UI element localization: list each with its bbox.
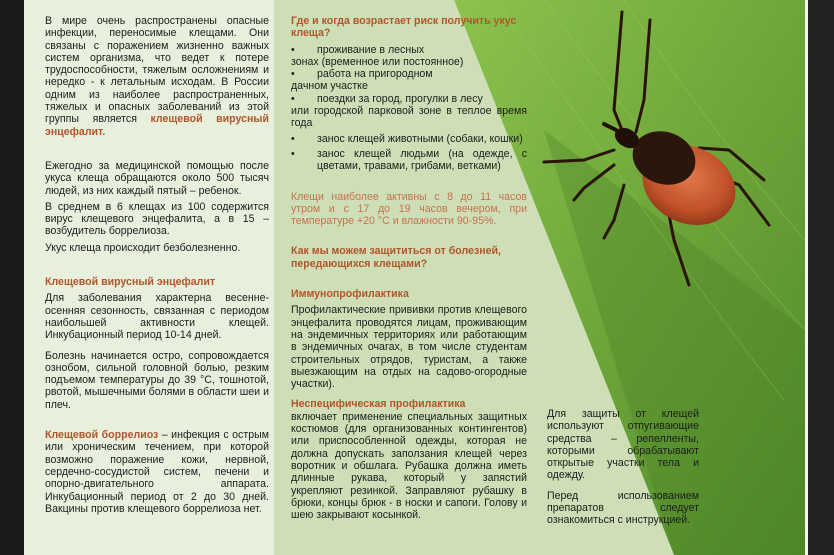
immuno-text: Профилактические прививки против клещевого энцефалита проводятся лицам, проживающим на эндемичных территориях или работающим в эндемичных очагах, в том числе студентам строительных отрядов, туристам, а также выезжающим на отдых на садово-огородные участки). — [291, 304, 527, 391]
risk-item-first: поездки за город, прогулки в лесу — [317, 92, 483, 105]
intro-text: В мире очень распространены опасные инфекции, переносимые клещами. Они связаны с поражением жизненно важных систем организма, что ведет к потере трудоспособности, тяжелым осложнениям и нередко - к летальным исходам. В России одним из наиболее распространенных, тяжелых и опасных заболеваний из этой группы является — [45, 15, 269, 126]
bullet: • — [291, 132, 295, 145]
risk-item-rest: или городской парковой зоне в теплое время года — [291, 105, 527, 130]
nonspecific-text: включает применение специальных защитных костюмов (для организованных контингентов) или приспособленной одежды, которая не должна допускать заползания клещей через воротник и обшлага. Рубашка должна иметь длинные рукава, который у запястий укрепляют резинкой. Заправляют рубашку в брюки, концы брюк - в носки и сапоги. Голову и шею закрывают косынкой. — [291, 410, 527, 522]
bullet: • — [291, 68, 295, 81]
immuno-heading: Иммунопрофилактика — [291, 288, 409, 301]
risk-item-rest: дачном участке — [291, 80, 368, 93]
risk-list — [291, 44, 527, 173]
brochure-page — [24, 0, 805, 555]
risk-item-cont — [291, 56, 527, 68]
borreliosis-text: – инфекция с острым или хроническим течением, при которой возможно поражение кожи, нервной, сердечно-сосудистой систем, печени и опорно-двигательного аппарата. Инкубационный период от 2 до 30 дней. Вакцины против клещевого боррелиоза нет. — [45, 429, 269, 515]
bullet: • — [291, 147, 295, 160]
risk-item-cont — [291, 105, 527, 130]
protect-heading: Как мы можем защититься от болезней, передающихся клещами? — [291, 245, 501, 270]
encephalitis-seasonality: Для заболевания характерна весенне-осенняя сезонность, связанная с периодом наибольшей активности клещей. Инкубационный период 10-14 дней. — [45, 292, 269, 342]
nonspecific-heading: Неспецифическая профилактика — [291, 398, 466, 411]
risk-item-first: занос клещей людьми (на одежде, с цветами, травами, грибами, ветками) — [317, 147, 527, 173]
risk-item-first: занос клещей животными (собаки, кошки) — [317, 132, 523, 145]
risk-item-cont — [291, 80, 527, 92]
borreliosis-heading: Клещевой боррелиоз — [45, 429, 159, 442]
column-left — [45, 15, 269, 515]
intro-highlight: клещевой вирусный энцефалит. — [45, 113, 269, 138]
risk-item — [291, 93, 527, 105]
risk-item — [291, 148, 527, 173]
stat-painless: Укус клеща происходит безболезненно. — [45, 241, 241, 254]
risk-item-rest: зонах (временное или постоянное) — [291, 55, 464, 68]
column-middle — [291, 15, 527, 521]
borreliosis-paragraph — [45, 429, 269, 515]
encephalitis-heading: Клещевой вирусный энцефалит — [45, 276, 216, 289]
encephalitis-symptoms: Болезнь начинается остро, сопровождается ознобом, сильной головной болью, резким подъемом температуры до 39 °С, тошнотой, рвотой, мышечными болями в области шеи и плеч. — [45, 349, 269, 411]
viewer-background — [808, 0, 834, 555]
risk-item — [291, 133, 527, 145]
column-right — [547, 408, 699, 527]
risk-item — [291, 68, 527, 80]
activity-note: Клещи наиболее активны с 8 до 11 часов утром и с 17 до 19 часов вечером, при температуре +20 °С и влажности 90-95%. — [291, 190, 527, 228]
stat-infection-rate: В среднем в 6 клещах из 100 содержится вирус клещевого энцефалита, а в 15 – возбудитель боррелиоза. — [45, 200, 269, 238]
risk-heading: Где и когда возрастает риск получить укус клеща? — [291, 15, 517, 40]
bullet: • — [291, 43, 295, 56]
intro-paragraph — [45, 15, 269, 138]
risk-item-first: работа на пригородном — [317, 68, 433, 81]
bullet: • — [291, 92, 295, 105]
risk-item — [291, 44, 527, 56]
repellent-paragraph: Для защиты от клещей используют отпугивающие средства – репелленты, которыми обрабатывают открытые участки тела и одежду. — [547, 408, 699, 482]
risk-item-first: проживание в лесных — [317, 43, 425, 56]
stat-bite-requests: Ежегодно за медицинской помощью после укуса клеща обращаются около 500 тысяч людей, из них каждый пятый – ребенок. — [45, 159, 269, 197]
instruction-paragraph: Перед использованием препаратов следует ознакомиться с инструкцией. — [547, 489, 699, 527]
